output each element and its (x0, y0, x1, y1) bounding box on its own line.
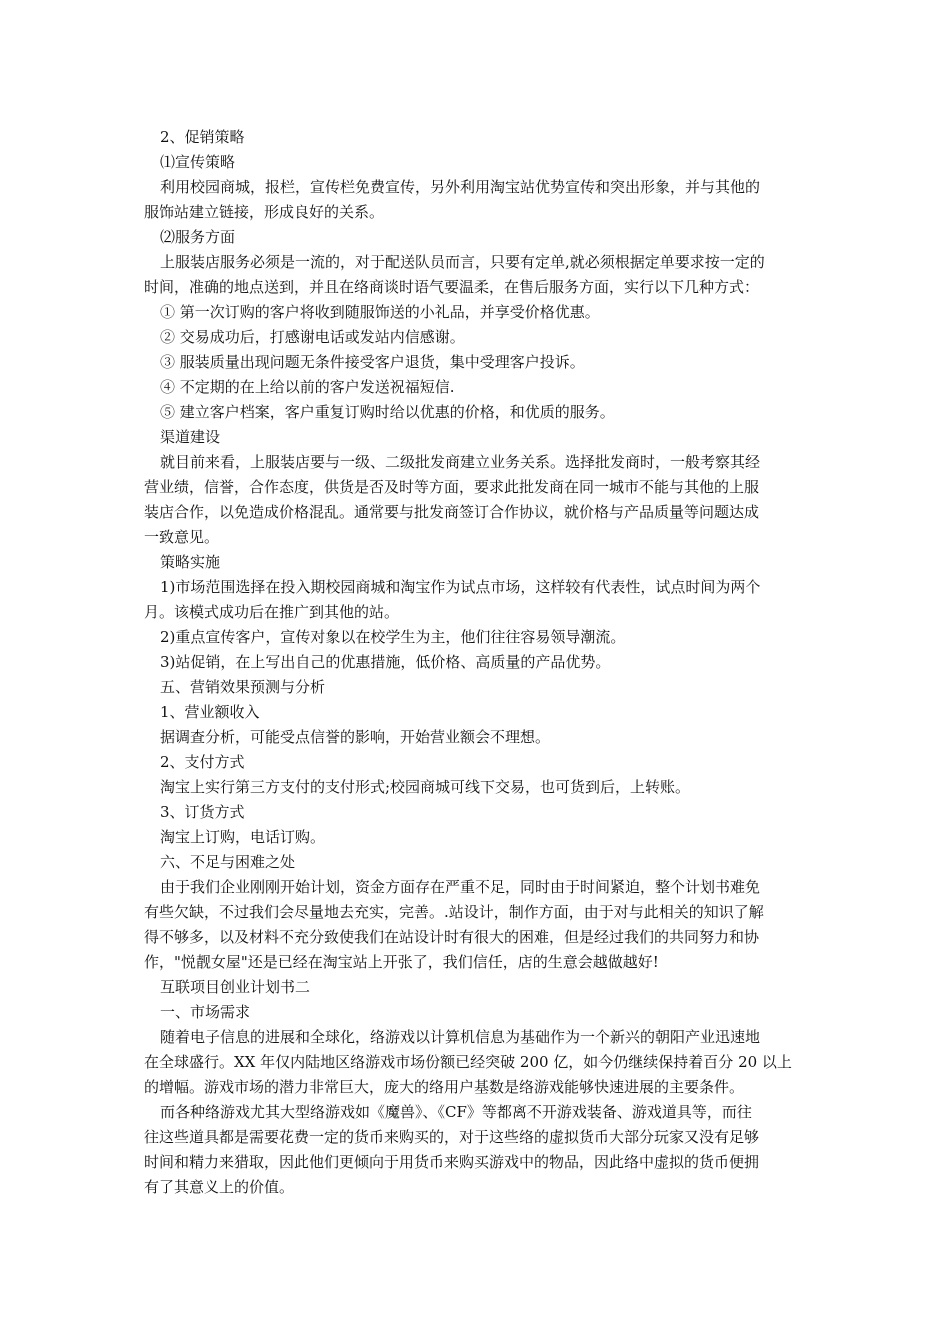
text-line: 2)重点宣传客户，宣传对象以在校学生为主，他们往往容易领导潮流。 (160, 628, 626, 646)
text-line: ② 交易成功后，打感谢电话或发站内信感谢。 (160, 328, 465, 346)
text-line: 策略实施 (160, 553, 221, 571)
text-line: 淘宝上订购，电话订购。 (160, 828, 326, 846)
text-line: ③ 服装质量出现问题无条件接受客户退货，集中受理客户投诉。 (160, 353, 585, 371)
text-line: 的增幅。游戏市场的潜力非常巨大，庞大的络用户基数是络游戏能够快速进展的主要条件。 (144, 1078, 745, 1096)
text-line: 往这些道具都是需要花费一定的货币来购买的，对于这些络的虚拟货币大部分玩家又没有足够 (144, 1128, 760, 1146)
text-line: 月。该模式成功后在推广到其他的站。 (144, 603, 400, 621)
text-line: 有些欠缺，不过我们会尽量地去充实，完善。.站设计，制作方面，由于对与此相关的知识了解 (144, 903, 764, 921)
text-line: 由于我们企业刚刚开始计划，资金方面存在严重不足，同时由于时间紧迫，整个计划书难免 (160, 878, 761, 896)
text-line: 得不够多，以及材料不充分致使我们在站设计时有很大的困难，但是经过我们的共同努力和协 (144, 928, 760, 946)
text-line: ④ 不定期的在上给以前的客户发送祝福短信. (160, 378, 455, 396)
text-line: 2、支付方式 (160, 753, 245, 771)
text-line: 互联项目创业计划书二 (160, 978, 311, 996)
text-line: 利用校园商城，报栏，宣传栏免费宣传，另外利用淘宝站优势宣传和突出形象，并与其他的 (160, 178, 761, 196)
text-line: 时间和精力来猎取，因此他们更倾向于用货币来购买游戏中的物品，因此络中虚拟的货币便拥 (144, 1153, 760, 1171)
text-line: 而各种络游戏尤其大型络游戏如《魔兽》、《CF》等都离不开游戏装备、游戏道具等，而往 (160, 1103, 752, 1121)
text-line: ① 第一次订购的客户将收到随服饰送的小礼品，并享受价格优惠。 (160, 303, 600, 321)
text-line: 营业绩，信誉，合作态度，供货是否及时等方面，要求此批发商在同一城市不能与其他的上服 (144, 478, 760, 496)
text-line: ⑤ 建立客户档案，客户重复订购时给以优惠的价格，和优质的服务。 (160, 403, 615, 421)
text-line: 据调查分析，可能受点信誉的影响，开始营业额会不理想。 (160, 728, 551, 746)
text-line: 淘宝上实行第三方支付的支付形式;校园商城可线下交易，也可货到后，上转账。 (160, 778, 691, 796)
text-line: 3、订货方式 (160, 803, 245, 821)
text-line: 1、营业额收入 (160, 703, 260, 721)
text-line: 时间，准确的地点送到，并且在络商谈时语气要温柔，在售后服务方面，实行以下几种方式： (144, 278, 760, 296)
text-line: 2、促销策略 (160, 128, 245, 146)
text-line: 作，"悦靓女屋"还是已经在淘宝站上开张了，我们信任，店的生意会越做越好! (144, 953, 659, 971)
text-line: 有了其意义上的价值。 (144, 1178, 295, 1196)
text-line: 六、不足与困难之处 (160, 853, 296, 871)
text-line: 装店合作，以免造成价格混乱。通常要与批发商签订合作协议，就价格与产品质量等问题达成 (144, 503, 760, 521)
text-line: 1)市场范围选择在投入期校园商城和淘宝作为试点市场，这样较有代表性，试点时间为两个 (160, 578, 761, 596)
text-line: 渠道建设 (160, 428, 221, 446)
text-line: 五、营销效果预测与分析 (160, 678, 326, 696)
text-line: 在全球盛行。XX 年仅内陆地区络游戏市场份额已经突破 200 亿，如今仍继续保持着百分 20 以上 (144, 1053, 792, 1071)
text-line: ⑵服务方面 (160, 228, 236, 246)
text-line: ⑴宣传策略 (160, 153, 236, 171)
text-line: 一、市场需求 (160, 1003, 251, 1021)
text-line: 上服装店服务必须是一流的，对于配送队员而言，只要有定单,就必须根据定单要求按一定的 (160, 253, 765, 271)
document-body (144, 125, 812, 1200)
text-line: 就目前来看，上服装店要与一级、二级批发商建立业务关系。选择批发商时，一般考察其经 (160, 453, 761, 471)
text-line: 一致意见。 (144, 528, 220, 546)
text-line: 服饰站建立链接，形成良好的关系。 (144, 203, 385, 221)
text-line: 随着电子信息的进展和全球化，络游戏以计算机信息为基础作为一个新兴的朝阳产业迅速地 (160, 1028, 761, 1046)
text-line: 3)站促销，在上写出自己的优惠措施，低价格、高质量的产品优势。 (160, 653, 611, 671)
